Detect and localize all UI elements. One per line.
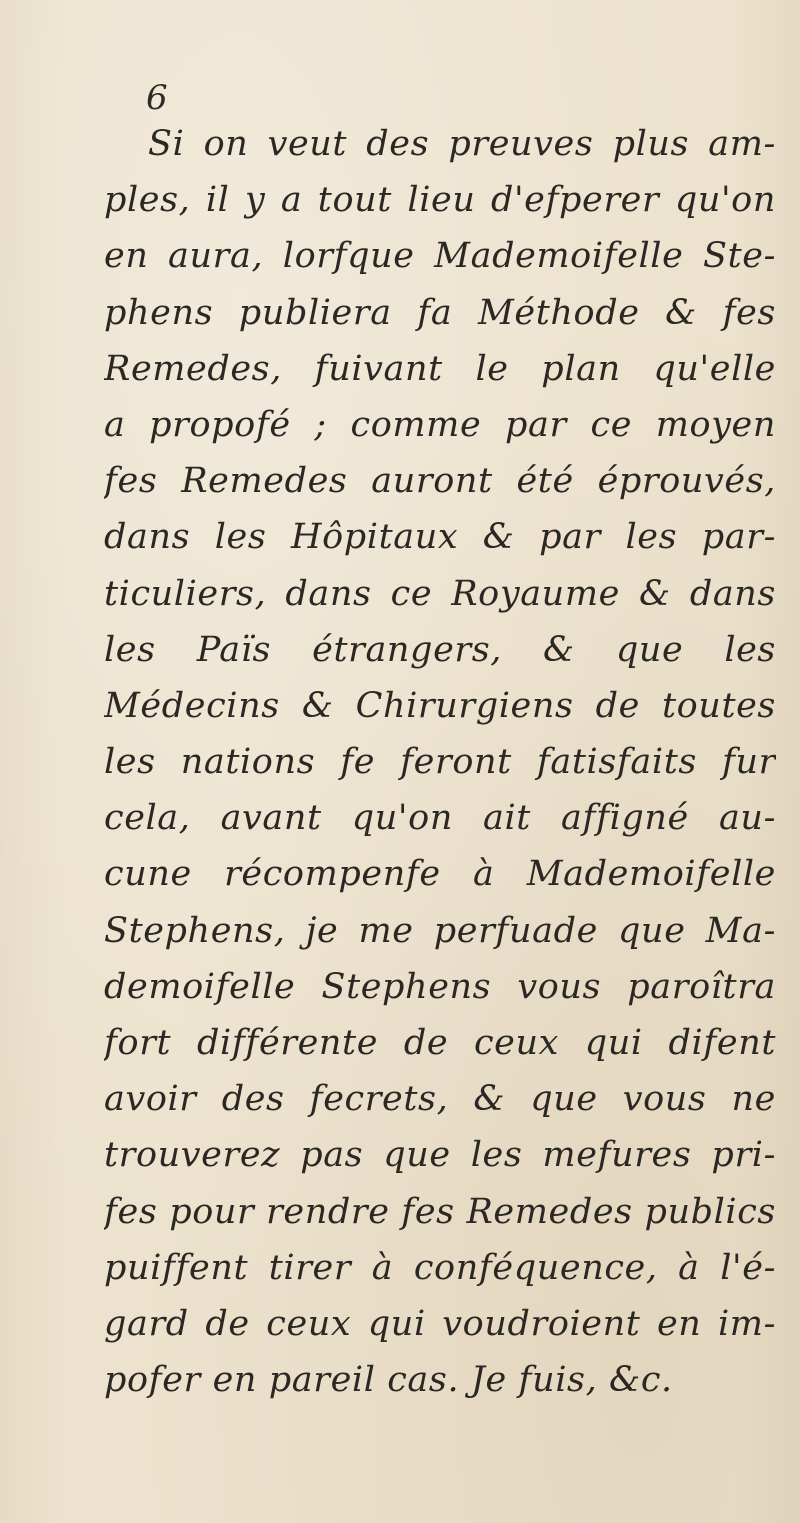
text-line: les Païs étrangers, & que les (104, 629, 776, 670)
text-line: ticuliers, dans ce Royaume & dans (104, 573, 776, 614)
text-line: demoifelle Stephens vous paroîtra (104, 966, 776, 1007)
text-line: Stephens, je me perfuade que Ma- (104, 910, 776, 951)
text-line: dans les Hôpitaux & par les par- (104, 517, 776, 558)
body-text (104, 116, 776, 1408)
text-line: Si on veut des preuves plus am- (148, 124, 776, 164)
text-line: cune récompenfe à Mademoifelle (104, 854, 776, 895)
page-number: 6 (146, 78, 168, 118)
text-line: a propofé ; comme par ce moyen (104, 404, 776, 445)
text-line: Médecins & Chirurgiens de toutes (104, 685, 776, 726)
text-line: les nations fe feront fatisfaits fur (104, 742, 776, 783)
text-line: gard de ceux qui voudroient en im- (104, 1303, 776, 1344)
text-line: Remedes, fuivant le plan qu'elle (104, 348, 776, 389)
text-line: cela, avant qu'on ait affigné au- (104, 798, 776, 839)
text-line: trouverez pas que les mefures pri- (104, 1135, 776, 1176)
text-line: avoir des fecrets, & que vous ne (104, 1079, 776, 1120)
text-line: phens publiera fa Méthode & fes (104, 292, 776, 333)
text-line: puiffent tirer à conféquence, à l'é- (104, 1247, 776, 1288)
text-line: fes Remedes auront été éprouvés, (104, 461, 776, 502)
text-line: ples, il y a tout lieu d'efperer qu'on (104, 180, 776, 221)
text-line: pofer en pareil cas. Je fuis, &c. (104, 1360, 673, 1401)
text-line: fes pour rendre fes Remedes publics (104, 1191, 776, 1232)
text-line: en aura, lorfque Mademoifelle Ste- (104, 236, 776, 277)
text-line: fort différente de ceux qui difent (104, 1023, 776, 1063)
